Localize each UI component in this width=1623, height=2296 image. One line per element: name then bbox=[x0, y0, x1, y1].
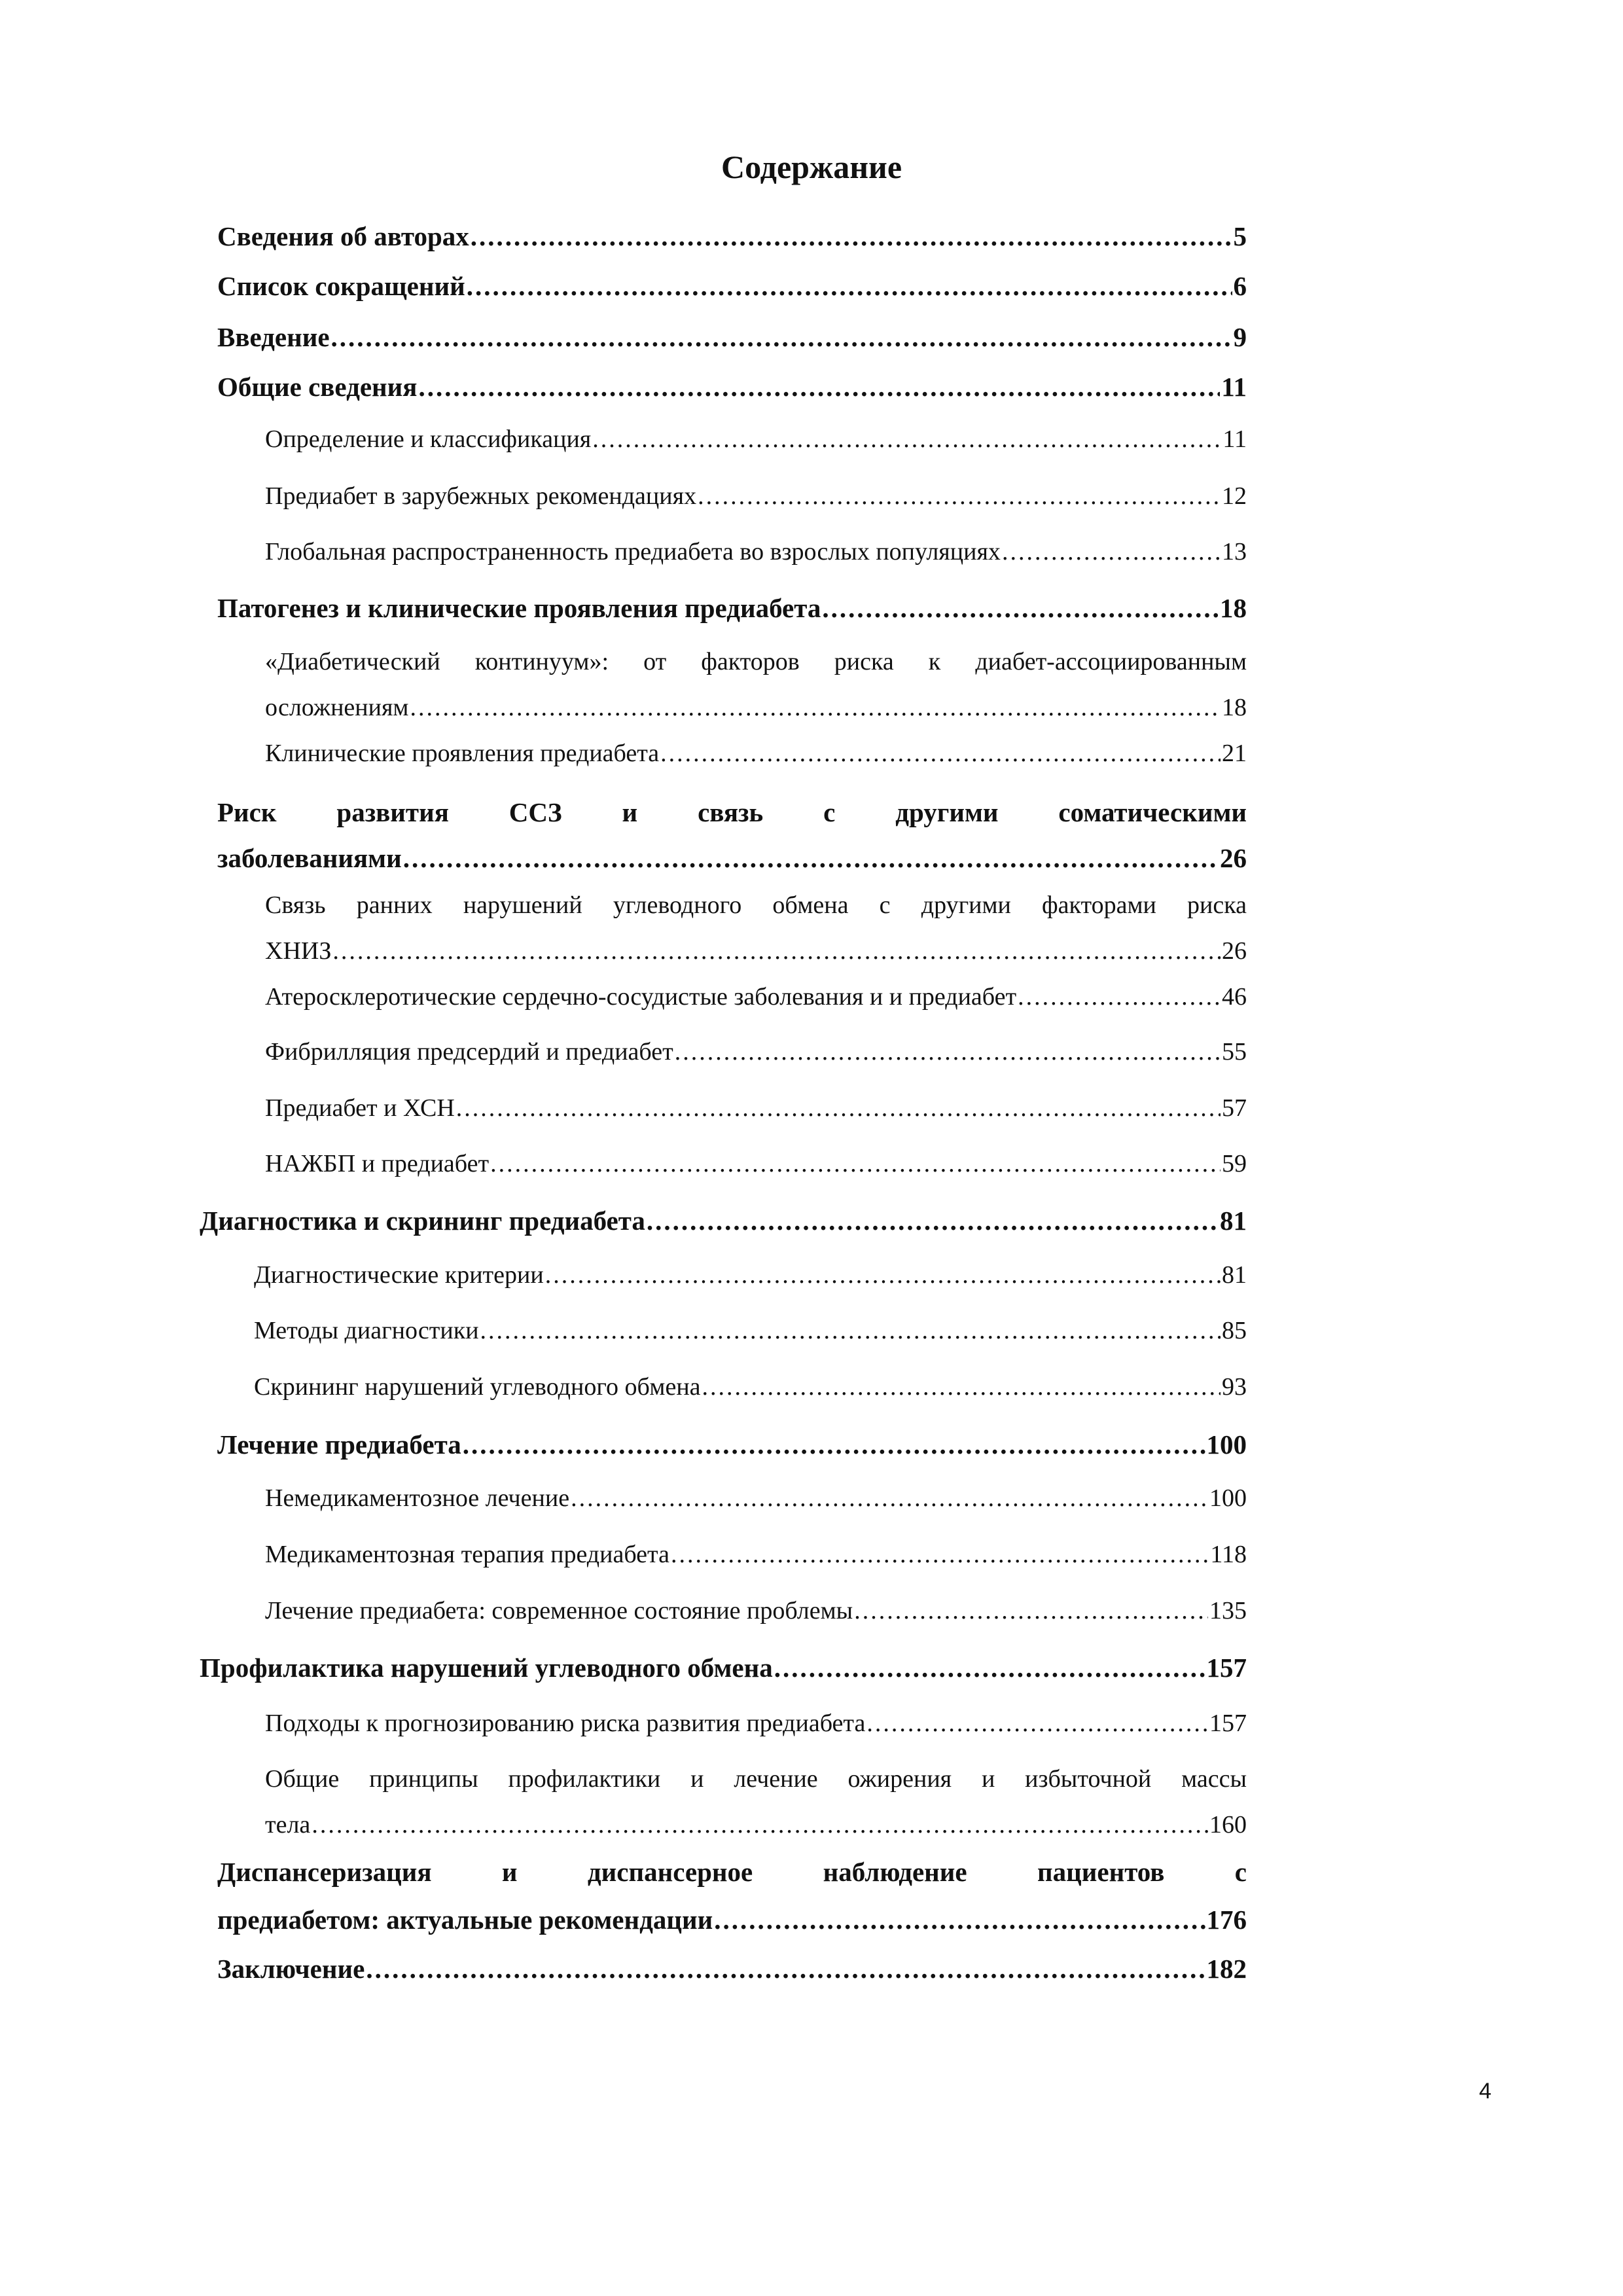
toc-entry-page: 13 bbox=[1222, 538, 1247, 565]
toc-entry-label: Атеросклеротические сердечно-сосудистые заболевания и и предиабет bbox=[265, 983, 1017, 1011]
toc-entry[interactable] bbox=[265, 694, 1247, 723]
toc-entry[interactable] bbox=[265, 1811, 1247, 1840]
toc-entry-page: 18 bbox=[1222, 694, 1247, 721]
dot-leader bbox=[675, 1038, 1221, 1067]
toc-entry-page: 100 bbox=[1209, 1484, 1247, 1512]
toc-entry[interactable] bbox=[200, 1206, 1247, 1236]
toc-entry[interactable] bbox=[265, 740, 1247, 768]
toc-entry-first-line: Общие принципы профилактики и лечение ожирения и избыточной массы bbox=[265, 1765, 1247, 1793]
toc-entry-label: Введение bbox=[217, 322, 330, 352]
toc-entry[interactable] bbox=[265, 1150, 1247, 1179]
dot-leader bbox=[418, 372, 1220, 403]
dot-leader bbox=[774, 1653, 1205, 1683]
toc-title: Содержание bbox=[721, 149, 902, 185]
toc-entry-first-line: «Диабетический континуум»: от факторов риска к диабет-ассоциированным bbox=[265, 648, 1247, 675]
toc-entry-page: 176 bbox=[1206, 1905, 1247, 1935]
toc-entry-page: 85 bbox=[1222, 1317, 1247, 1344]
toc-entry-page: 18 bbox=[1220, 593, 1247, 623]
toc-entry[interactable] bbox=[265, 425, 1247, 454]
toc-entry-page: 100 bbox=[1206, 1429, 1247, 1460]
toc-entry[interactable] bbox=[265, 1710, 1247, 1738]
toc-entry-label: Скрининг нарушений углеводного обмена bbox=[254, 1373, 701, 1401]
toc-entry[interactable] bbox=[217, 1429, 1247, 1460]
toc-entry-label: Лечение предиабета bbox=[217, 1429, 461, 1460]
toc-entry-page: 59 bbox=[1222, 1150, 1247, 1177]
toc-entry-page: 21 bbox=[1222, 740, 1247, 767]
toc-entry-page: 26 bbox=[1222, 937, 1247, 965]
toc-entry-page: 12 bbox=[1222, 482, 1247, 510]
toc-entry[interactable] bbox=[265, 983, 1247, 1012]
toc-entry-label: Предиабет и ХСН bbox=[265, 1094, 455, 1122]
dot-leader bbox=[410, 694, 1221, 723]
toc-entry-page: 11 bbox=[1221, 372, 1247, 402]
toc-entry-label: Глобальная распространенность предиабета во взрослых популяциях bbox=[265, 538, 1001, 565]
toc-entry[interactable] bbox=[217, 221, 1247, 252]
toc-entry[interactable] bbox=[265, 538, 1247, 567]
toc-entry-page: 93 bbox=[1222, 1373, 1247, 1401]
toc-entry[interactable] bbox=[217, 1905, 1247, 1935]
toc-entry[interactable] bbox=[265, 482, 1247, 511]
toc-entry[interactable] bbox=[217, 322, 1247, 353]
toc-entry-label: Профилактика нарушений углеводного обмена bbox=[200, 1653, 773, 1683]
toc-entry[interactable] bbox=[265, 1484, 1247, 1513]
dot-leader bbox=[571, 1484, 1208, 1513]
toc-entry[interactable] bbox=[217, 271, 1247, 302]
toc-entry-label: Клинические проявления предиабета bbox=[265, 740, 660, 767]
toc-entry-page: 157 bbox=[1206, 1653, 1247, 1683]
dot-leader bbox=[660, 740, 1221, 768]
dot-leader bbox=[714, 1905, 1205, 1935]
toc-entry[interactable] bbox=[265, 937, 1247, 966]
toc-entry-label: Предиабет в зарубежных рекомендациях bbox=[265, 482, 697, 510]
dot-leader bbox=[312, 1811, 1208, 1840]
toc-entry-label: Патогенез и клинические проявления предиабета bbox=[217, 593, 821, 623]
toc-entry-label: Список сокращений bbox=[217, 271, 465, 301]
toc-entry-page: 5 bbox=[1233, 221, 1247, 251]
toc-entry-label: ХНИЗ bbox=[265, 937, 332, 965]
toc-entry-label: Общие сведения bbox=[217, 372, 418, 402]
toc-entry-page: 135 bbox=[1209, 1597, 1247, 1624]
toc-entry-page: 81 bbox=[1222, 1261, 1247, 1289]
dot-leader bbox=[702, 1373, 1221, 1402]
toc-entry-first-line: Риск развития ССЗ и связь с другими соматическими bbox=[217, 797, 1247, 827]
toc-entry[interactable] bbox=[265, 1094, 1247, 1123]
toc-entry-label: предиабетом: актуальные рекомендации bbox=[217, 1905, 713, 1935]
toc-entry-label: Определение и классификация bbox=[265, 425, 592, 453]
dot-leader bbox=[647, 1206, 1219, 1236]
toc-entry[interactable] bbox=[217, 372, 1247, 403]
dot-leader bbox=[332, 937, 1221, 966]
toc-entry[interactable] bbox=[265, 1038, 1247, 1067]
dot-leader bbox=[671, 1541, 1209, 1570]
toc-entry-label: Медикаментозная терапия предиабета bbox=[265, 1541, 669, 1568]
dot-leader bbox=[467, 271, 1232, 302]
dot-leader bbox=[822, 593, 1219, 624]
toc-entry-label: тела bbox=[265, 1811, 311, 1839]
toc-entry-label: Методы диагностики bbox=[254, 1317, 479, 1344]
dot-leader bbox=[471, 221, 1232, 252]
toc-entry-page: 57 bbox=[1222, 1094, 1247, 1122]
page-number: 4 bbox=[1479, 2079, 1491, 2104]
toc-entry-label: НАЖБП и предиабет bbox=[265, 1150, 490, 1177]
toc-entry-page: 9 bbox=[1233, 322, 1247, 352]
toc-entry-label: Диагностика и скрининг предиабета bbox=[200, 1206, 645, 1236]
dot-leader bbox=[592, 425, 1221, 454]
toc-entry-page: 182 bbox=[1206, 1954, 1247, 1984]
toc-entry[interactable] bbox=[254, 1261, 1247, 1290]
dot-leader bbox=[1002, 538, 1221, 567]
toc-entry[interactable] bbox=[254, 1373, 1247, 1402]
dot-leader bbox=[403, 843, 1219, 874]
toc-entry-first-line: Диспансеризация и диспансерное наблюдение пациентов с bbox=[217, 1857, 1247, 1887]
toc-entry-label: Лечение предиабета: современное состояние проблемы bbox=[265, 1597, 853, 1624]
toc-entry[interactable] bbox=[254, 1317, 1247, 1346]
dot-leader bbox=[463, 1429, 1205, 1460]
toc-entry-page: 160 bbox=[1209, 1811, 1247, 1839]
dot-leader bbox=[366, 1954, 1205, 1984]
toc-entry-label: Заключение bbox=[217, 1954, 365, 1984]
toc-entry-label: осложнениям bbox=[265, 694, 409, 721]
dot-leader bbox=[545, 1261, 1221, 1290]
toc-entry-page: 6 bbox=[1233, 271, 1247, 301]
toc-entry-label: Сведения об авторах bbox=[217, 221, 469, 251]
dot-leader bbox=[456, 1094, 1221, 1123]
dot-leader bbox=[490, 1150, 1221, 1179]
toc-entry-page: 55 bbox=[1222, 1038, 1247, 1066]
toc-entry[interactable] bbox=[265, 1597, 1247, 1626]
dot-leader bbox=[854, 1597, 1208, 1626]
dot-leader bbox=[480, 1317, 1221, 1346]
toc-entry-label: Подходы к прогнозированию риска развития предиабета bbox=[265, 1710, 866, 1737]
toc-entry-label: Диагностические критерии bbox=[254, 1261, 544, 1289]
toc-entry-page: 46 bbox=[1222, 983, 1247, 1011]
toc-entry-page: 26 bbox=[1220, 843, 1247, 873]
toc-entry[interactable] bbox=[217, 1954, 1247, 1984]
toc-entry-page: 118 bbox=[1210, 1541, 1247, 1568]
dot-leader bbox=[1018, 983, 1221, 1012]
toc-entry-page: 11 bbox=[1222, 425, 1247, 453]
toc-entry-first-line: Связь ранних нарушений углеводного обмена с другими факторами риска bbox=[265, 891, 1247, 919]
toc-entry[interactable] bbox=[200, 1653, 1247, 1683]
toc-entry[interactable] bbox=[217, 843, 1247, 874]
toc-entry-page: 81 bbox=[1220, 1206, 1247, 1236]
toc-entry[interactable] bbox=[217, 593, 1247, 624]
toc-entry-page: 157 bbox=[1209, 1710, 1247, 1737]
toc-entry-label: Фибрилляция предсердий и предиабет bbox=[265, 1038, 673, 1066]
toc-entry[interactable] bbox=[265, 1541, 1247, 1570]
toc-entry-label: Немедикаментозное лечение bbox=[265, 1484, 570, 1512]
toc-entry-label: заболеваниями bbox=[217, 843, 402, 873]
dot-leader bbox=[866, 1710, 1208, 1738]
dot-leader bbox=[331, 322, 1232, 353]
dot-leader bbox=[698, 482, 1221, 511]
